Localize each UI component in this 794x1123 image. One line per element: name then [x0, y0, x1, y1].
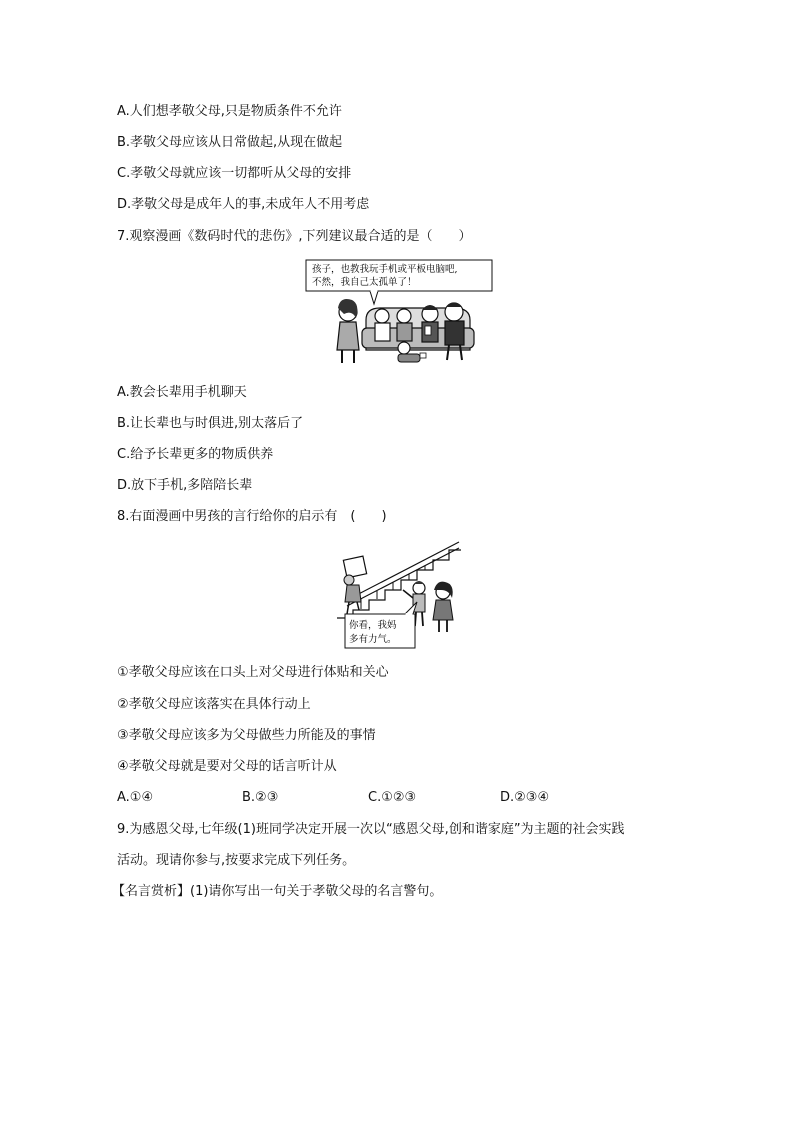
- q9-task-quote-appreciation: 【名言赏析】(1)请你写出一句关于孝敬父母的名言警句。: [112, 884, 443, 899]
- q8-choice-b: B.②③: [242, 790, 279, 805]
- q6-option-a: A.人们想孝敬父母,只是物质条件不允许: [117, 104, 342, 119]
- q8-bubble-line1: 你看，我妈: [349, 620, 397, 631]
- q7-option-a: A.教会长辈用手机聊天: [117, 385, 247, 400]
- q7-bubble-line2: 不然，我自己太孤单了！: [312, 277, 417, 288]
- q8-choice-d: D.②③④: [500, 790, 550, 805]
- q8-stem: 8.右面漫画中男孩的言行给你的启示有 ( ): [117, 509, 387, 524]
- q8-bubble-line2: 多有力气。: [349, 634, 397, 645]
- q8-choice-a: A.①④: [117, 790, 154, 805]
- q9-stem-line1: 9.为感恩父母,七年级(1)班同学决定开展一次以“感恩父母,创和谐家庭”为主题的社会实践: [117, 822, 625, 837]
- q7-option-b: B.让长辈也与时俱进,别太落后了: [117, 416, 304, 431]
- q7-option-c: C.给予长辈更多的物质供养: [117, 447, 274, 462]
- q9-stem-line2: 活动。现请你参与,按要求完成下列任务。: [117, 853, 356, 868]
- q6-option-b: B.孝敬父母应该从日常做起,从现在做起: [117, 135, 343, 150]
- q8-statement-4: ④孝敬父母就是要对父母的话言听计从: [117, 759, 337, 774]
- q7-option-d: D.放下手机,多陪陪长辈: [117, 478, 253, 493]
- q7-bubble-line1: 孩子，也教我玩手机或平板电脑吧,: [312, 264, 458, 275]
- q8-statement-3: ③孝敬父母应该多为父母做些力所能及的事情: [117, 728, 376, 743]
- q6-option-c: C.孝敬父母就应该一切都听从父母的安排: [117, 166, 352, 181]
- q7-stem: 7.观察漫画《数码时代的悲伤》,下列建议最合适的是（ ）: [117, 229, 472, 244]
- q8-choice-c: C.①②③: [368, 790, 417, 805]
- q6-option-d: D.孝敬父母是成年人的事,未成年人不用考虑: [117, 197, 370, 212]
- q8-statement-1: ①孝敬父母应该在口头上对父母进行体贴和关心: [117, 665, 389, 680]
- digital-age-sadness-cartoon: [304, 258, 496, 368]
- stairs-carrying-cartoon: [333, 540, 463, 652]
- q8-statement-2: ②孝敬父母应该落实在具体行动上: [117, 697, 311, 712]
